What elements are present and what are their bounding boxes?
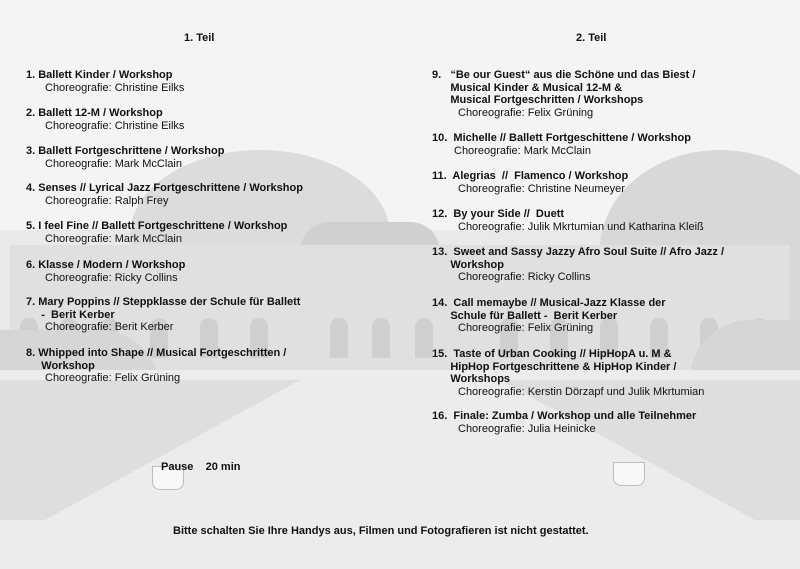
part2-heading: 2. Teil	[576, 32, 607, 44]
program-item	[432, 246, 724, 284]
item-title: 3. Ballett Fortgeschrittene / Workshop	[26, 145, 225, 157]
item-title: 6. Klasse / Modern / Workshop	[26, 259, 186, 271]
item-title: 13. Sweet and Sassy Jazzy Afro Soul Suite // Afro Jazz /	[432, 246, 724, 258]
item-title: 2. Ballett 12-M / Workshop	[26, 107, 163, 119]
item-choreographer: Choreografie: Felix Grüning	[45, 372, 181, 384]
item-choreographer: Choreografie: Berit Kerber	[45, 321, 174, 333]
item-choreographer: Choreografie: Mark McClain	[454, 144, 591, 157]
program-item	[26, 145, 224, 170]
item-title-line: Musical Fortgeschritten / Workshops	[432, 94, 644, 106]
part1-heading: 1. Teil	[184, 32, 215, 44]
item-title-line: HipHop Fortgeschrittene & HipHop Kinder /	[432, 360, 677, 373]
program-item	[432, 132, 691, 157]
item-choreographer: Choreografie: Felix Grüning	[458, 322, 594, 334]
item-choreographer: Choreografie: Felix Grüning	[458, 106, 594, 119]
program-item	[432, 208, 704, 233]
item-title-line: Workshops	[432, 373, 511, 385]
item-title: 10. Michelle // Ballett Fortgeschittene / Workshop	[432, 132, 691, 144]
program-item	[432, 348, 704, 398]
item-choreographer: Choreografie: Ricky Collins	[458, 271, 591, 283]
item-choreographer: Choreografie: Mark McClain	[45, 157, 182, 170]
item-title-line: Workshop	[26, 359, 95, 372]
item-choreographer: Choreografie: Ricky Collins	[45, 271, 178, 284]
item-title: 7. Mary Poppins // Steppklasse der Schule für Ballett	[26, 296, 301, 308]
item-title: 9. “Be our Guest“ aus die Schöne und das Biest /	[432, 69, 696, 81]
program-item	[26, 347, 286, 385]
item-title: 12. By your Side // Duett	[432, 208, 565, 220]
item-choreographer: Choreografie: Kerstin Dörzapf und Julik Mkrtumian	[458, 385, 705, 398]
item-title: 15. Taste of Urban Cooking // HipHopA u. M &	[432, 348, 672, 360]
program-item	[26, 296, 300, 334]
footer-notice: Bitte schalten Sie Ihre Handys aus, Filmen und Fotografieren ist nicht gestattet.	[173, 525, 589, 537]
item-title-line: Musical Kinder & Musical 12-M &	[432, 81, 623, 94]
item-choreographer: Choreografie: Julik Mkrtumian und Katharina Kleiß	[458, 220, 704, 233]
item-choreographer: Choreografie: Julia Heinicke	[458, 422, 596, 435]
item-choreographer: Choreografie: Christine Eilks	[45, 81, 185, 94]
program-item	[26, 259, 185, 284]
program-item	[432, 410, 696, 435]
item-title: 11. Alegrias // Flamenco / Workshop	[432, 170, 629, 182]
item-title-line: Schule für Ballett - Berit Kerber	[432, 309, 618, 322]
item-title: 8. Whipped into Shape // Musical Fortgeschritten /	[26, 347, 287, 359]
program-item	[432, 170, 628, 195]
program-item	[26, 220, 287, 245]
item-title-line: Workshop	[432, 258, 504, 271]
item-title: 16. Finale: Zumba / Workshop und alle Teilnehmer	[432, 410, 697, 422]
intermission-note: Pause 20 min	[161, 461, 241, 473]
item-choreographer: Choreografie: Christine Neumeyer	[458, 182, 625, 195]
program-item	[26, 182, 303, 207]
item-choreographer: Choreografie: Mark McClain	[45, 232, 182, 245]
item-title-line: - Berit Kerber	[26, 308, 115, 321]
program-item	[432, 297, 666, 335]
item-choreographer: Choreografie: Ralph Frey	[45, 194, 169, 207]
item-title: 14. Call memaybe // Musical-Jazz Klasse der	[432, 297, 666, 309]
item-title: 1. Ballett Kinder / Workshop	[26, 69, 173, 81]
item-title: 5. I feel Fine // Ballett Fortgeschrittene / Workshop	[26, 220, 288, 232]
item-choreographer: Choreografie: Christine Eilks	[45, 119, 185, 132]
item-title: 4. Senses // Lyrical Jazz Fortgeschrittene / Workshop	[26, 182, 303, 194]
program-item	[432, 69, 695, 119]
program-item	[26, 69, 184, 94]
program-item	[26, 107, 184, 132]
